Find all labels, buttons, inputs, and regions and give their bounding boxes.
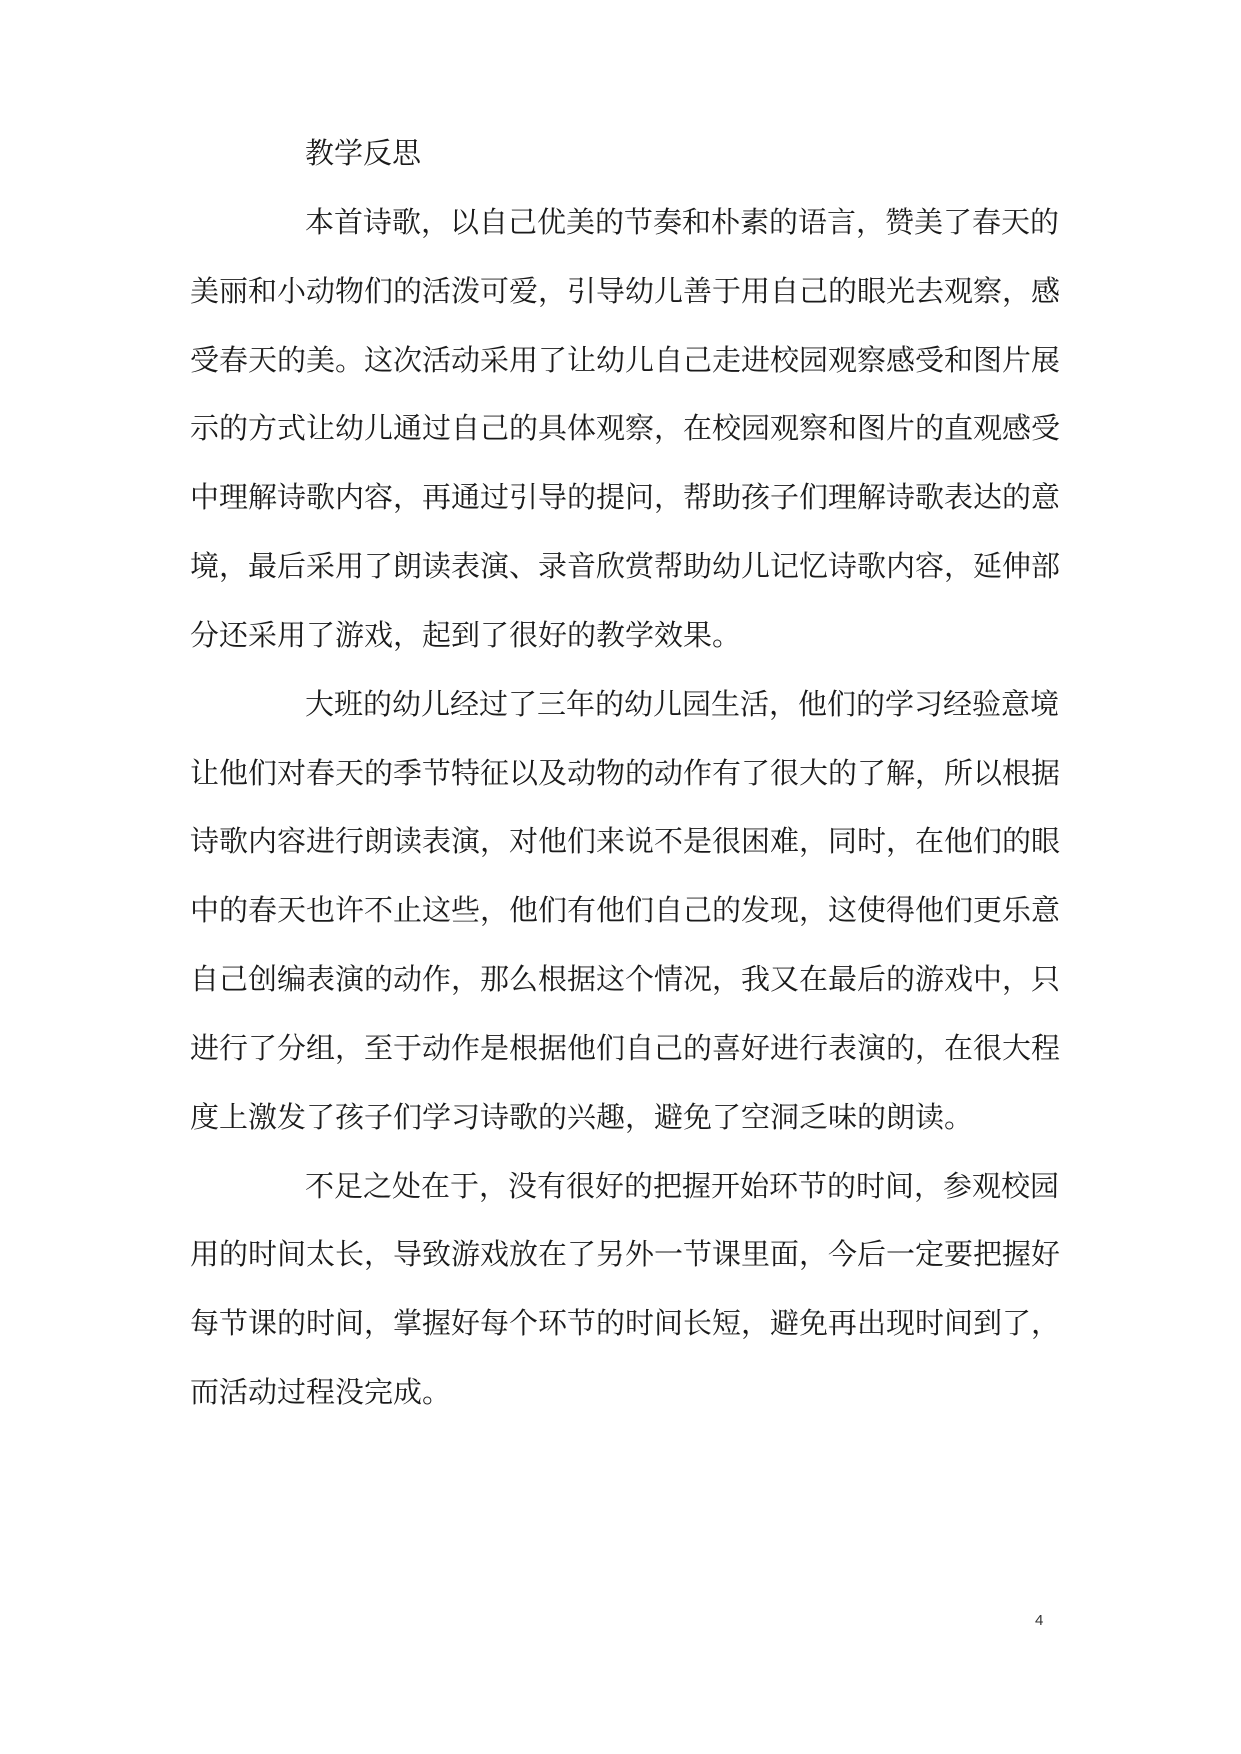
- section-heading: 教学反思: [305, 136, 422, 170]
- paragraph-1-line-3: 受春天的美。这次活动采用了让幼儿自己走进校园观察感受和图片展: [190, 343, 1061, 377]
- paragraph-3-line-1: 不足之处在于，没有很好的把握开始环节的时间，参观校园: [305, 1169, 1060, 1203]
- paragraph-1-line-1: 本首诗歌，以自己优美的节奏和朴素的语言，赞美了春天的: [305, 205, 1060, 239]
- paragraph-3-line-3: 每节课的时间，掌握好每个环节的时间长短，避免再出现时间到了，: [190, 1306, 1061, 1340]
- page-number: 4: [1035, 1612, 1044, 1629]
- paragraph-3-line-2: 用的时间太长，导致游戏放在了另外一节课里面，今后一定要把握好: [190, 1237, 1061, 1271]
- paragraph-2-line-7: 度上激发了孩子们学习诗歌的兴趣，避免了空洞乏味的朗读。: [190, 1100, 974, 1134]
- paragraph-3-line-4: 而活动过程没完成。: [190, 1375, 452, 1409]
- paragraph-1-line-4: 示的方式让幼儿通过自己的具体观察，在校园观察和图片的直观感受: [190, 411, 1061, 445]
- paragraph-1-line-2: 美丽和小动物们的活泼可爱，引导幼儿善于用自己的眼光去观察，感: [190, 274, 1061, 308]
- paragraph-2-line-2: 让他们对春天的季节特征以及动物的动作有了很大的了解，所以根据: [190, 756, 1061, 790]
- paragraph-1-line-7: 分还采用了游戏，起到了很好的教学效果。: [190, 618, 742, 652]
- paragraph-2-line-3: 诗歌内容进行朗读表演，对他们来说不是很困难，同时，在他们的眼: [190, 824, 1061, 858]
- paragraph-2-line-4: 中的春天也许不止这些，他们有他们自己的发现，这使得他们更乐意: [190, 893, 1061, 927]
- paragraph-2-line-6: 进行了分组，至于动作是根据他们自己的喜好进行表演的，在很大程: [190, 1031, 1061, 1065]
- paragraph-2-line-1: 大班的幼儿经过了三年的幼儿园生活，他们的学习经验意境: [305, 687, 1060, 721]
- paragraph-1-line-6: 境，最后采用了朗读表演、录音欣赏帮助幼儿记忆诗歌内容，延伸部: [190, 549, 1061, 583]
- paragraph-2-line-5: 自己创编表演的动作，那么根据这个情况，我又在最后的游戏中，只: [190, 962, 1061, 996]
- paragraph-1-line-5: 中理解诗歌内容，再通过引导的提问，帮助孩子们理解诗歌表达的意: [190, 480, 1061, 514]
